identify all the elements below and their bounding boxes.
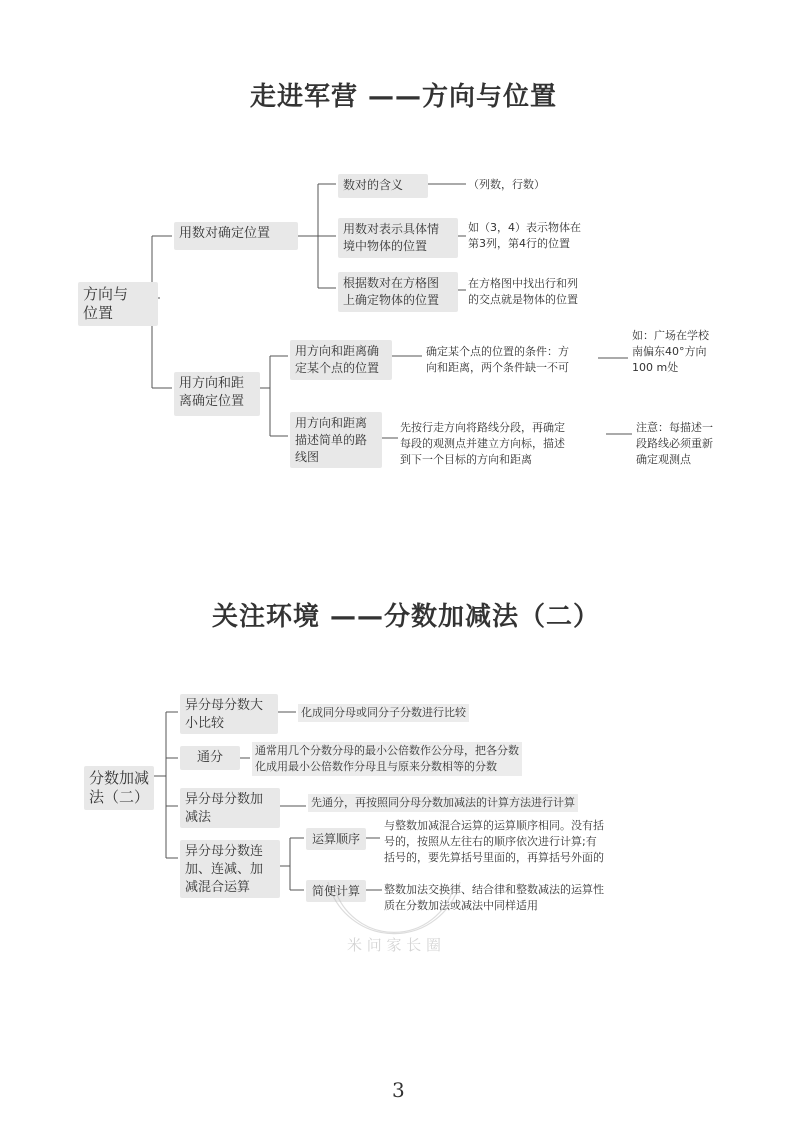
section2-title: 关注环境 ——分数加减法（二） <box>212 602 601 632</box>
node-pair-grid: 根据数对在方格图 上确定物体的位置 <box>338 272 458 312</box>
note-common-denominator: 通常用几个分数分母的最小公倍数作公分母，把各分数 化成用最小公倍数作分母且与原来分数相等的分数 <box>252 742 522 776</box>
watermark-stamp <box>314 846 474 986</box>
node-common-denominator: 通分 <box>180 746 240 770</box>
attention-route-map: 注意：每描述一 段路线必须重新 确定观测点 <box>636 421 713 466</box>
note-route-map: 先按行走方向将路线分段，再确定 每段的观测点并建立方向标，描述 到下一个目标的方向和距离 <box>400 421 565 466</box>
branch-coordinate-position: 用数对确定位置 <box>174 222 298 250</box>
note-pair-meaning: （列数，行数） <box>468 178 545 191</box>
node-operation-order: 运算顺序 <box>306 828 366 850</box>
section2-root: 分数加减 法（二） <box>84 766 154 810</box>
note-pair-grid: 在方格图中找出行和列 的交点就是物体的位置 <box>468 277 578 306</box>
branch-direction-distance: 用方向和距 离确定位置 <box>174 372 260 416</box>
example-point-position: 如：广场在学校 南偏东40°方向 100 m处 <box>632 329 709 374</box>
note-pair-context: 如（3，4）表示物体在 第3列，第4行的位置 <box>468 221 581 250</box>
node-route-map: 用方向和距离 描述简单的路 线图 <box>290 412 382 468</box>
section1-title: 走进军营 ——方向与位置 <box>250 82 558 112</box>
node-pair-context: 用数对表示具体情 境中物体的位置 <box>338 218 458 258</box>
node-compare-fractions: 异分母分数大 小比较 <box>180 694 278 734</box>
node-mixed-operations: 异分母分数连 加、连减、加 减混合运算 <box>180 840 280 898</box>
note-add-subtract: 先通分，再按照同分母分数加减法的计算方法进行计算 <box>308 794 578 812</box>
node-add-subtract: 异分母分数加 减法 <box>180 788 280 828</box>
note-simplified-calc: 整数加法交换律、结合律和整数减法的运算性 质在分数加法或减法中同样适用 <box>384 883 604 912</box>
node-simplified-calc: 简便计算 <box>306 880 366 902</box>
note-point-position: 确定某个点的位置的条件：方 向和距离，两个条件缺一不可 <box>426 345 569 374</box>
section1-root: 方向与 位置 <box>78 282 158 326</box>
note-operation-order: 与整数加减混合运算的运算顺序相同。没有括 号的，按照从左往右的顺序依次进行计算;有 括号的，要先算括号里面的，再算括号外面的 <box>384 819 604 864</box>
node-point-position: 用方向和距离确 定某个点的位置 <box>290 340 392 380</box>
page-number: 3 <box>392 1078 405 1102</box>
node-pair-meaning: 数对的含义 <box>338 174 428 198</box>
note-compare-fractions: 化成同分母或同分子分数进行比较 <box>298 704 469 722</box>
watermark-text: 米 问 家 长 圈 <box>346 936 442 954</box>
